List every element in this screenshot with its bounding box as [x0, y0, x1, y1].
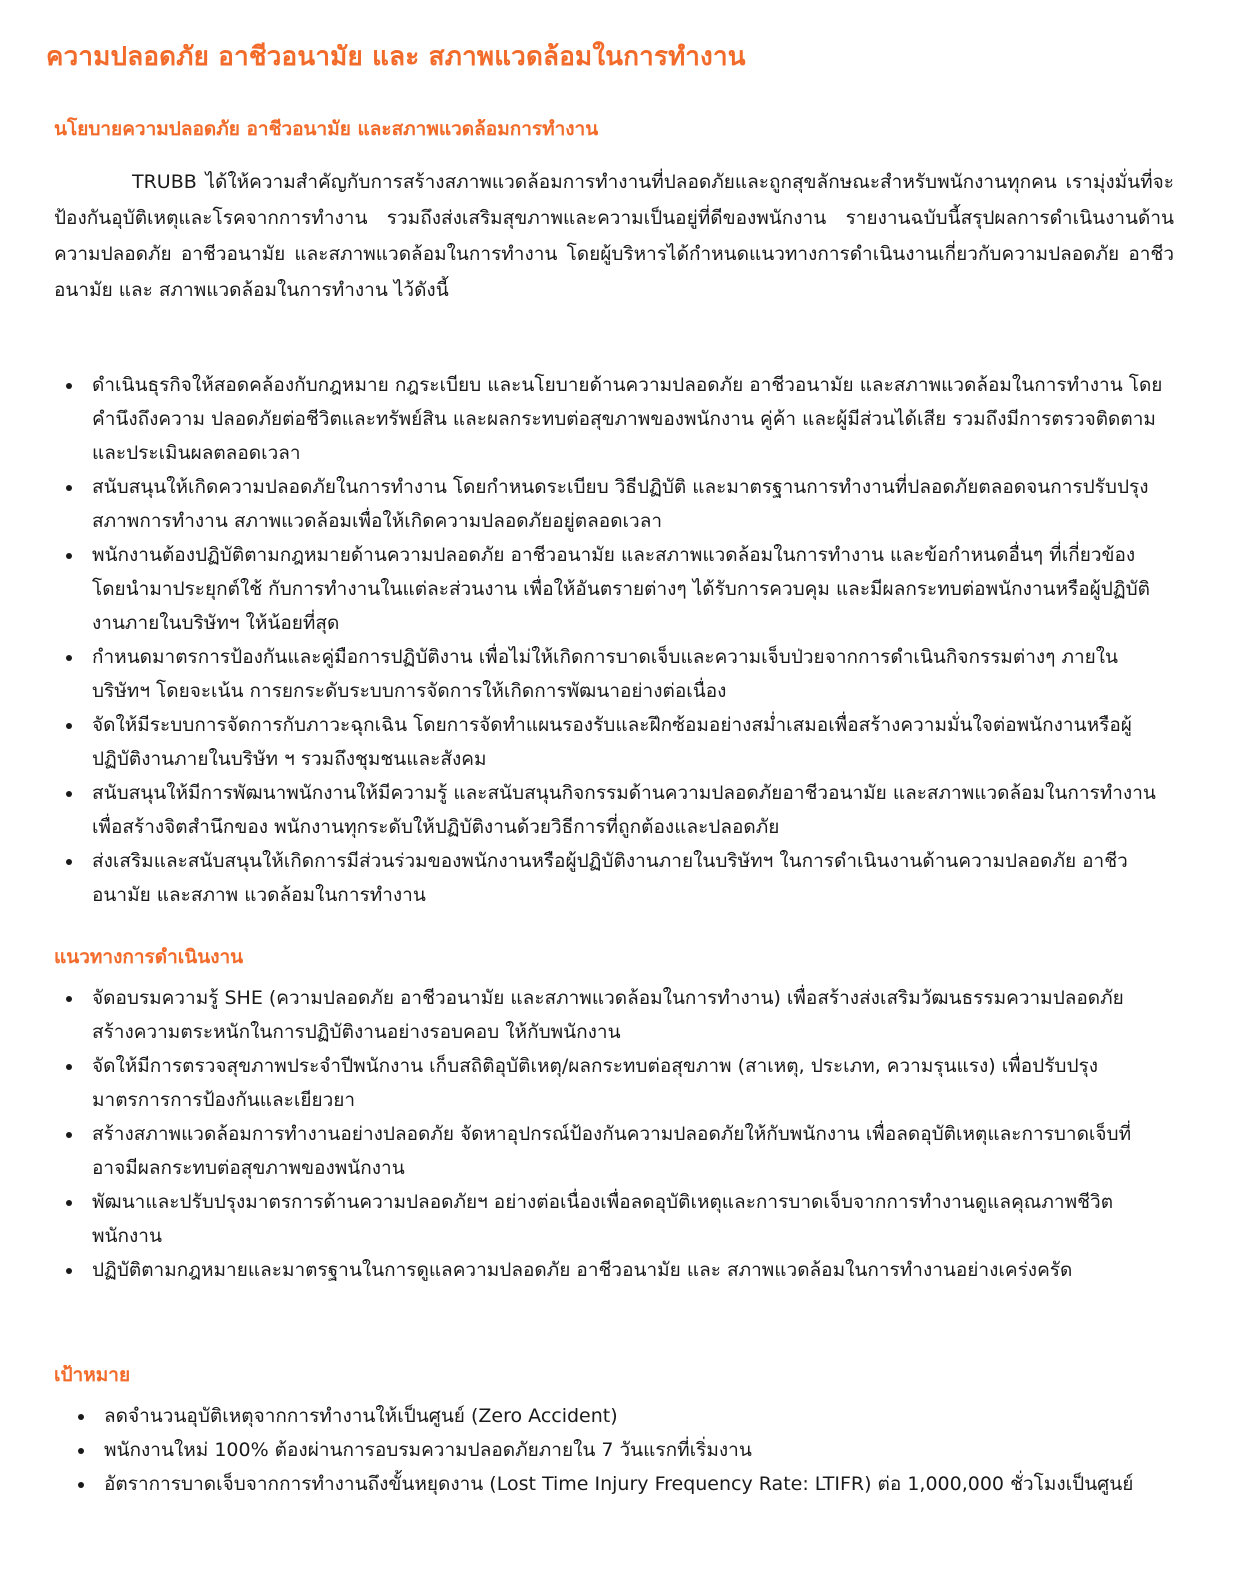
bullet-icon: [66, 791, 72, 797]
bullet-icon: [66, 859, 72, 865]
policy-item: สนับสนุนให้มีการพัฒนาพนักงานให้มีความรู้ และสนับสนุนกิจกรรมด้านความปลอดภัยอาชีวอนามัย และสภาพแวดล้อมในการทำงานเพื่อสร้างจิตสำนึกของ พนักงานทุกระดับให้ปฏิบัติงานด้วยวิธีการที่ถูกต้องและปลอดภัย: [54, 776, 1164, 844]
page-title: ความปลอดภัย อาชีวอนามัย และ สภาพแวดล้อมในการทำงาน: [46, 42, 746, 72]
guideline-item: พัฒนาและปรับปรุงมาตรการด้านความปลอดภัยฯ อย่างต่อเนื่องเพื่อลดอุบัติเหตุและการบาดเจ็บจากการทำงานดูแลคุณภาพชีวิตพนักงาน: [54, 1185, 1164, 1253]
policy-item: ดำเนินธุรกิจให้สอดคล้องกับกฎหมาย กฎระเบียบ และนโยบายด้านความปลอดภัย อาชีวอนามัย และสภาพแวดล้อมในการทำงาน โดยคำนึงถึงความ ปลอดภัยต่อชีวิตและทรัพย์สิน และผลกระทบต่อสุขภาพของพนักงาน คู่ค้า และผู้มีส่วนได้เสีย รวมถึงมีการตรวจติดตามและประเมินผลตลอดเวลา: [54, 368, 1164, 470]
policy-item: ส่งเสริมและสนับสนุนให้เกิดการมีส่วนร่วมของพนักงานหรือผู้ปฏิบัติงานภายในบริษัทฯ ในการดำเนินงานด้านความปลอดภัย อาชีวอนามัย และสภาพ แวดล้อมในการทำงาน: [54, 844, 1164, 912]
guidelines-heading: แนวทางการดำเนินงาน: [54, 946, 244, 968]
bullet-icon: [78, 1414, 84, 1420]
bullet-icon: [66, 553, 72, 559]
bullet-icon: [66, 383, 72, 389]
policy-item: กำหนดมาตรการป้องกันและคู่มือการปฏิบัติงาน เพื่อไม่ให้เกิดการบาดเจ็บและความเจ็บป่วยจากการดำเนินกิจกรรมต่างๆ ภายในบริษัทฯ โดยจะเน้น การยกระดับระบบการจัดการให้เกิดการพัฒนาอย่างต่อเนื่อง: [54, 640, 1164, 708]
bullet-icon: [66, 723, 72, 729]
bullet-icon: [78, 1448, 84, 1454]
policy-subtitle: นโยบายความปลอดภัย อาชีวอนามัย และสภาพแวดล้อมการทำงาน: [54, 118, 599, 140]
intro-paragraph: TRUBB ได้ให้ความสำคัญกับการสร้างสภาพแวดล้อมการทำงานที่ปลอดภัยและถูกสุขลักษณะสำหรับพนักงานทุกคน เรามุ่งมั่นที่จะป้องกันอุบัติเหตุและโรคจากการทำงาน รวมถึงส่งเสริมสุขภาพและความเป็นอยู่ที่ดีของพนักงาน รายงานฉบับนี้สรุปผลการดำเนินงานด้านความปลอดภัย อาชีวอนามัย และสภาพแวดล้อมในการทำงาน โดยผู้บริหารได้กำหนดแนวทางการดำเนินงานเกี่ยวกับความปลอดภัย อาชีวอนามัย และ สภาพแวดล้อมในการทำงาน ไว้ดังนี้: [54, 171, 1174, 301]
bullet-icon: [66, 996, 72, 1002]
policy-item: สนับสนุนให้เกิดความปลอดภัยในการทำงาน โดยกำหนดระเบียบ วิธีปฏิบัติ และมาตรฐานการทำงานที่ปลอดภัยตลอดจนการปรับปรุงสภาพการทำงาน สภาพแวดล้อมเพื่อให้เกิดความปลอดภัยอยู่ตลอดเวลา: [54, 470, 1164, 538]
bullet-icon: [66, 1200, 72, 1206]
policy-list: [54, 368, 1164, 912]
policy-item: พนักงานต้องปฏิบัติตามกฎหมายด้านความปลอดภัย อาชีวอนามัย และสภาพแวดล้อมในการทำงาน และข้อกำหนดอื่นๆ ที่เกี่ยวข้อง โดยนำมาประยุกต์ใช้ กับการทำงานในแต่ละส่วนงาน เพื่อให้อันตรายต่างๆ ได้รับการควบคุม และมีผลกระทบต่อพนักงานหรือผู้ปฏิบัติงานภายในบริษัทฯ ให้น้อยที่สุด: [54, 538, 1164, 640]
bullet-icon: [66, 1268, 72, 1274]
bullet-icon: [66, 1064, 72, 1070]
bullet-icon: [66, 485, 72, 491]
guideline-item: ปฏิบัติตามกฎหมายและมาตรฐานในการดูแลความปลอดภัย อาชีวอนามัย และ สภาพแวดล้อมในการทำงานอย่างเคร่งครัด: [54, 1253, 1164, 1287]
bullet-icon: [66, 1132, 72, 1138]
goal-item: พนักงานใหม่ 100% ต้องผ่านการอบรมความปลอดภัยภายใน 7 วันแรกที่เริ่มงาน: [66, 1433, 1166, 1467]
goals-list: [66, 1399, 1166, 1501]
guideline-item: สร้างสภาพแวดล้อมการทำงานอย่างปลอดภัย จัดหาอุปกรณ์ป้องกันความปลอดภัยให้กับพนักงาน เพื่อลดอุบัติเหตุและการบาดเจ็บที่อาจมีผลกระทบต่อสุขภาพของพนักงาน: [54, 1117, 1164, 1185]
goal-item: ลดจำนวนอุบัติเหตุจากการทำงานให้เป็นศูนย์ (Zero Accident): [66, 1399, 1166, 1433]
policy-item: จัดให้มีระบบการจัดการกับภาวะฉุกเฉิน โดยการจัดทำแผนรองรับและฝึกซ้อมอย่างสม่ำเสมอเพื่อสร้างความมั่นใจต่อพนักงานหรือผู้ปฏิบัติงานภายในบริษัท ฯ รวมถึงชุมชนและสังคม: [54, 708, 1164, 776]
bullet-icon: [66, 655, 72, 661]
guidelines-list: [54, 981, 1164, 1287]
bullet-icon: [78, 1482, 84, 1488]
goals-heading: เป้าหมาย: [54, 1364, 131, 1386]
goal-item: อัตราการบาดเจ็บจากการทำงานถึงขั้นหยุดงาน (Lost Time Injury Frequency Rate: LTIFR) ต่อ 1,000,000 ชั่วโมงเป็นศูนย์: [66, 1467, 1166, 1501]
guideline-item: จัดให้มีการตรวจสุขภาพประจำปีพนักงาน เก็บสถิติอุบัติเหตุ/ผลกระทบต่อสุขภาพ (สาเหตุ, ประเภท, ความรุนแรง) เพื่อปรับปรุงมาตรการการป้องกันและเยียวยา: [54, 1049, 1164, 1117]
guideline-item: จัดอบรมความรู้ SHE (ความปลอดภัย อาชีวอนามัย และสภาพแวดล้อมในการทำงาน) เพื่อสร้างส่งเสริมวัฒนธรรมความปลอดภัย สร้างความตระหนักในการปฏิบัติงานอย่างรอบคอบ ให้กับพนักงาน: [54, 981, 1164, 1049]
